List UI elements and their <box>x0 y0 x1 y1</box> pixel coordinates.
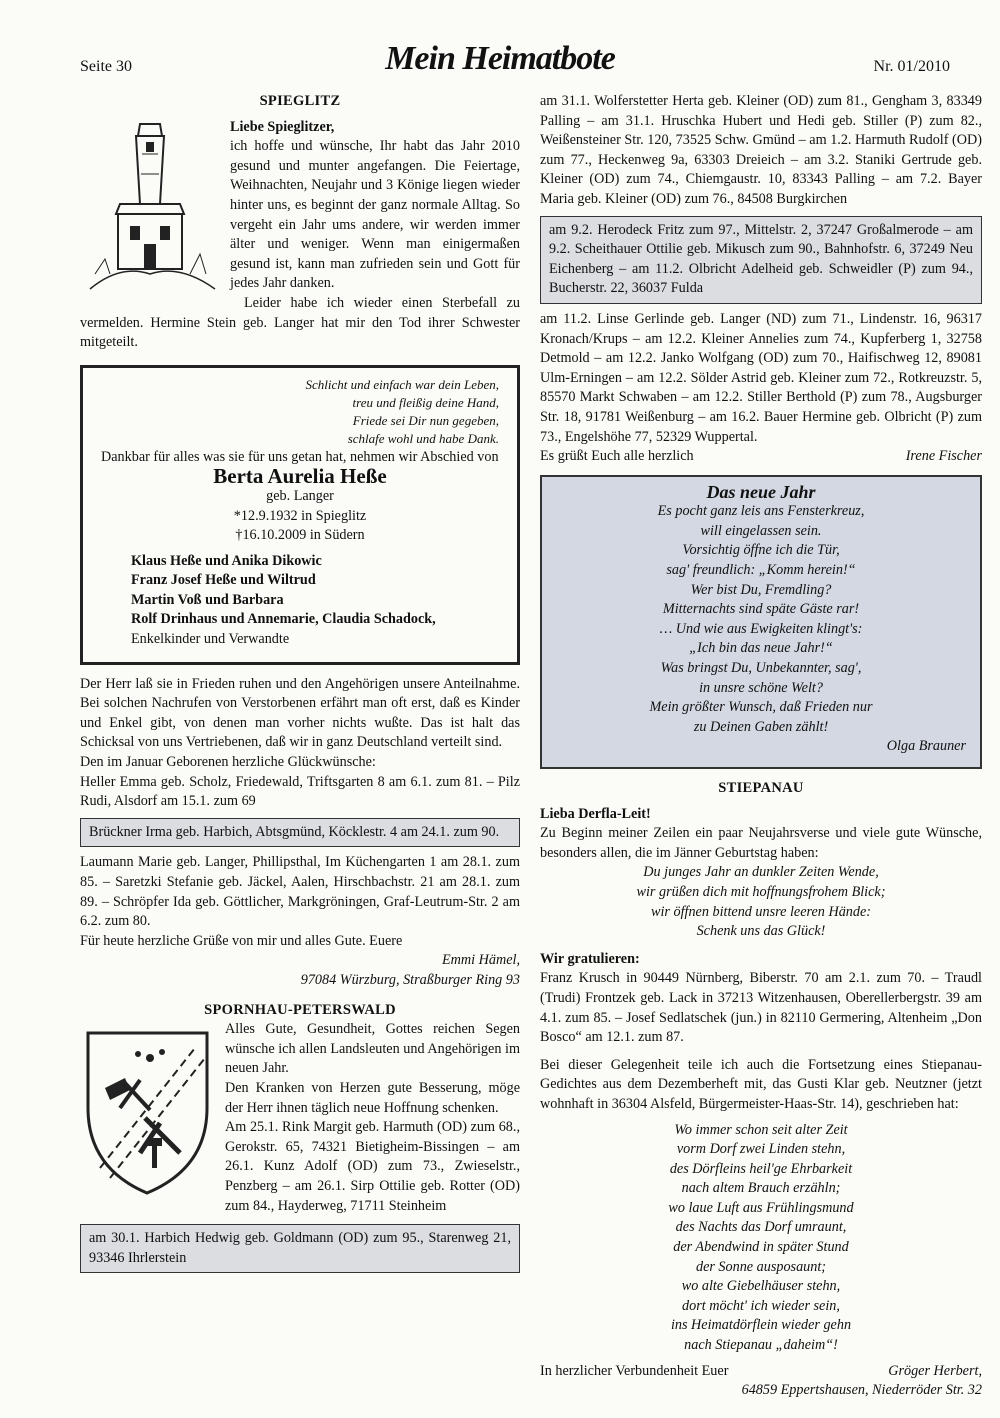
poem-line: Mein größter Wunsch, daß Frieden nur <box>649 699 873 716</box>
poem2-line: des Dörfleins heil'ge Ehrbarkeit <box>669 1160 853 1177</box>
poem-line: in unsre schöne Welt? <box>699 679 823 696</box>
poem-line: Es pocht ganz leis ans Fensterkreuz, <box>657 503 865 520</box>
birthday-highlight-box: Brückner Irma geb. Harbich, Abtsgmünd, Köcklestr. 4 am 24.1. zum 90. <box>80 818 520 848</box>
mourner-line: Klaus Heße und Anika Dikowic <box>131 552 322 569</box>
poem-line: … Und wie aus Ewigkeiten klingt's: <box>659 620 863 637</box>
section-title-stiepanau: STIEPANAU <box>718 780 804 796</box>
continuation-text: Bei dieser Gelegenheit teile ich auch die Fortsetzung eines Stiepanau-Gedichtes aus dem Dezemberheft mit, das Gusti Klar geb. Neutzner (jetzt wohnhaft in 36304 Alsfeld, Bürgermeister-Haas-Str. 14), geschrieben hat: <box>540 1056 982 1112</box>
section-title-spieglitz: SPIEGLITZ <box>259 93 341 109</box>
greeting-stiepanau: Lieba Derfla-Leit! <box>540 805 651 822</box>
poem2-line: wo alte Giebelhäuser stehn, <box>681 1278 841 1295</box>
left-column <box>80 92 520 1273</box>
mourner-line: Enkelkinder und Verwandte <box>131 631 290 648</box>
sign-off-address: 64859 Eppertshausen, Niederröder Str. 32 <box>741 1382 982 1399</box>
mourner-line: Martin Voß und Barbara <box>131 591 284 608</box>
notice-verse-line: schlafe wohl und habe Dank. <box>347 430 499 446</box>
poem-author: Olga Brauner <box>886 738 966 755</box>
closing-signature: Irene Fischer <box>905 448 982 465</box>
letter-text: ich hoffe und wünsche, Ihr habt das Jahr 2010 gesund und munter angefangen. Die Feiertage, Weihnachten, Neujahr und 3 Könige liegen wieder hinter uns, es beginnt der ganz normale Alltag. So vergeht ein Jahr ums andere, wir werden immer älter und weniger. Wenn man einigermaßen gesund ist, kann man zufrieden sein und Gott für jedes Jahr danken. <box>230 138 520 292</box>
mourner-line: Rolf Drinhaus und Annemarie, Claudia Schadock, <box>131 611 436 628</box>
poem2-line: des Nachts das Dorf umraunt, <box>675 1219 847 1236</box>
sign-off-name: Gröger Herbert, <box>888 1362 982 1379</box>
tower-illustration <box>80 114 220 301</box>
birthdays-intro: Den im Januar Geborenen herzliche Glückwünsche: <box>80 754 376 771</box>
notice-verse-line: treu und fleißig deine Hand, <box>352 394 499 410</box>
right-column <box>540 92 982 1401</box>
poem2-line: der Abendwind in später Stund <box>673 1239 849 1256</box>
birthday-list: am 11.2. Linse Gerlinde geb. Langer (ND) zum 71., Lindenstr. 16, 96317 Kronach/Krups – am 12.2. Kleiner Annelies zum 74., Kupferberg 1, 32758 Detmold – am 12.2. Janko Wolfgang (OD) zum 70., Haifischweg 12, 89081 Ulm-Erningen – am 12.2. Sölder Astrid geb. Kleiner zum 72., Rotkreuzstr. 5, 85570 Markt Schwaben – am 12.2. Stiller Berthold (P) zum 78., Augsburger Str. 18, 91781 Weißenburg – am 16.2. Bauer Hermine geb. Olbricht (P) zum 73., Engelshöhe 77, 52329 Wuppertal. <box>540 310 982 445</box>
poem-line: Vorsichtig öffne ich die Tür, <box>682 542 840 559</box>
poem-line: zu Deinen Gaben zählt! <box>693 718 829 735</box>
closing-greeting: Es grüßt Euch alle herzlich <box>540 448 694 465</box>
birthday-list: am 31.1. Wolferstetter Herta geb. Kleiner (OD) zum 81., Gengham 3, 83349 Palling – am 31.1. Hruschka Hubert und Hedi geb. Stiller (P) zum 82., Weißensteiner Str. 120, 73525 Schw. Gmünd – am 1.2. Harmuth Rudolf (OD) zum 77., Heckenweg 9a, 63303 Dreieich – am 3.2. Staniki Gertrude geb. Kleiner (OD) zum 74., Chiemgaustr. 10, 83343 Palling – am 7.2. Bayer Maria geb. Kleiner (OD) zum 76., 84508 Burgkirchen <box>540 93 982 207</box>
poem2-line: wo laue Luft aus Frühlingsmund <box>668 1199 854 1216</box>
poem2-line: Wo immer schon seit alter Zeit <box>674 1121 848 1138</box>
sign-off-line <box>540 1362 982 1382</box>
poem-line: Wer bist Du, Fremdling? <box>690 581 832 598</box>
condolence-text: Der Herr laß sie in Frieden ruhen und den Angehörigen unsere Anteilnahme. Bei solchen Nachrufen von Verstorbenen erfährt man oft erst, daß es Kinder und Enkel gibt, von denen man vorher nichts wußte. Das ist halt das Schicksal von uns Vertriebenen, daß wir in ganz Deutschland verteilt sind. <box>80 675 520 751</box>
sign-off-text: In herzlicher Verbundenheit Euer <box>540 1362 729 1379</box>
poem2-line: der Sonne ausposaunt; <box>695 1258 827 1275</box>
spornhau-text: Alles Gute, Gesundheit, Gottes reichen Segen wünsche ich allen Landsleuten und Angehörigen im neuen Jahr. <box>225 1021 520 1077</box>
verse-line: wir grüßen dich mit hoffnungsfrohem Blick; <box>636 883 886 900</box>
issue-number: Nr. 01/2010 <box>873 58 950 75</box>
deceased-name: Berta Aurelia Heße <box>213 464 387 489</box>
verse-line: Du junges Jahr an dunkler Zeiten Wende, <box>643 864 879 881</box>
spornhau-text: Den Kranken von Herzen gute Besserung, möge der Herr ihnen täglich neue Hoffnung schenken. <box>225 1079 520 1116</box>
congrats-title: Wir gratulieren: <box>540 950 640 967</box>
poem-line: will eingelassen sein. <box>700 522 822 539</box>
coat-of-arms-illustration <box>80 1028 215 1205</box>
spornhau-text: Am 25.1. Rink Margit geb. Harmuth (OD) zum 68., Gerokstr. 65, 74321 Bietigheim-Bissingen – am 26.1. Kunz Adolf (OD) zum 73., Zwieselstr., Penzberg – am 26.1. Sirp Ottilie geb. Rotter (OD) zum 84., Hayderweg, 71711 Steinheim <box>225 1119 520 1214</box>
death-date: †16.10.2009 in Südern <box>235 527 365 544</box>
birthday-highlight-box: am 9.2. Herodeck Fritz zum 97., Mittelstr. 2, 37247 Großalmerode – am 9.2. Scheithauer Ottilie geb. Mikusch zum 90., Bahnhofstr. 6, 37249 Neu Eichenberg – am 11.2. Olbricht Adelheid geb. Schweidler (P) zum 94., Bucherstr. 22, 36037 Fulda <box>540 216 982 304</box>
verse-line: wir öffnen bittend unsre leeren Hände: <box>651 903 871 920</box>
section-title-spornhau: SPORNHAU-PETERSWALD <box>204 1001 396 1018</box>
letter-text-2: Leider habe ich wieder einen Sterbefall zu vermelden. Hermine Stein geb. Langer hat mir den Tod ihrer Schwester mitgeteilt. <box>80 294 520 351</box>
poem2-line: ins Heimatdörflein wieder gehn <box>670 1317 852 1334</box>
congrats-text: Franz Krusch in 90449 Nürnberg, Biberstr. 70 am 2.1. zum 70. – Traudl (Trudi) Frontzek geb. Lack in 37213 Witzenhausen, Oberellerbergstr. 39 am 4.1. zum 85. – Josef Sedlatschek (jun.) in 82110 Germering, Altenheim „Don Bosco“ am 12.1. zum 87. <box>540 970 982 1046</box>
greeting-spieglitz: Liebe Spieglitzer, <box>230 118 335 135</box>
mourner-line: Franz Josef Heße und Wiltrud <box>131 572 316 589</box>
signature-address: 97084 Würzburg, Straßburger Ring 93 <box>300 971 520 988</box>
poem-line: sag' freundlich: „Komm herein!“ <box>666 562 856 579</box>
stiepanau-intro: Zu Beginn meiner Zeilen ein paar Neujahrsverse und viele gute Wünsche, besonders allen, die im Jänner Geburtstag haben: <box>540 825 982 861</box>
signature-name: Emmi Hämel, <box>441 952 520 969</box>
poem2-line: vorm Dorf zwei Linden stehn, <box>676 1141 846 1158</box>
poem-box <box>540 475 982 769</box>
poem-line: „Ich bin das neue Jahr!“ <box>689 640 833 657</box>
poem-title: Das neue Jahr <box>706 481 816 502</box>
poem2-line: nach altem Brauch erzähln; <box>681 1180 841 1197</box>
notice-verse-line: Schlicht und einfach war dein Leben, <box>305 376 499 392</box>
poem2-line: dort möcht' ich wieder sein, <box>682 1297 840 1314</box>
spornhau-highlight-box: am 30.1. Harbich Hedwig geb. Goldmann (OD) zum 95., Starenweg 21, 93346 Ihrlerstein <box>80 1224 520 1273</box>
greetings-text: Für heute herzliche Grüße von mir und alles Gute. Euere <box>80 932 403 949</box>
notice-intro: Dankbar für alles was sie für uns getan hat, nehmen wir Abschied von <box>101 448 499 465</box>
deceased-maiden-name: geb. Langer <box>266 487 334 504</box>
poem-line: Mitternachts sind späte Gäste rar! <box>662 601 860 618</box>
death-notice <box>80 365 520 665</box>
notice-verse-line: Friede sei Dir nun gegeben, <box>352 412 499 428</box>
birth-date: *12.9.1932 in Spieglitz <box>233 507 367 524</box>
page-number: Seite 30 <box>80 58 132 75</box>
birthday-entry: Heller Emma geb. Scholz, Friedewald, Triftsgarten 8 am 6.1. zum 81. – Pilz Rudi, Alsdorf am 15.1. zum 69 <box>80 773 520 810</box>
poem2-line: nach Stiepanau „daheim“! <box>684 1337 838 1354</box>
poem-line: Was bringst Du, Unbekannter, sag', <box>660 660 862 677</box>
closing-text <box>540 447 982 467</box>
birthday-entry: Laumann Marie geb. Langer, Phillipsthal, Im Küchengarten 1 am 28.1. zum 85. – Saretzki Stefanie geb. Jäckel, Aalen, Hirschbachstr. 21 am 28.1. zum 89. – Schröpfer Ida geb. Göttlicher, Markgröningen, Graf-Leutrum-Str. 2 am 6.2. zum 80. <box>80 854 520 930</box>
verse-line: Schenk uns das Glück! <box>696 923 826 940</box>
masthead-title: Mein Heimatbote <box>385 40 615 77</box>
